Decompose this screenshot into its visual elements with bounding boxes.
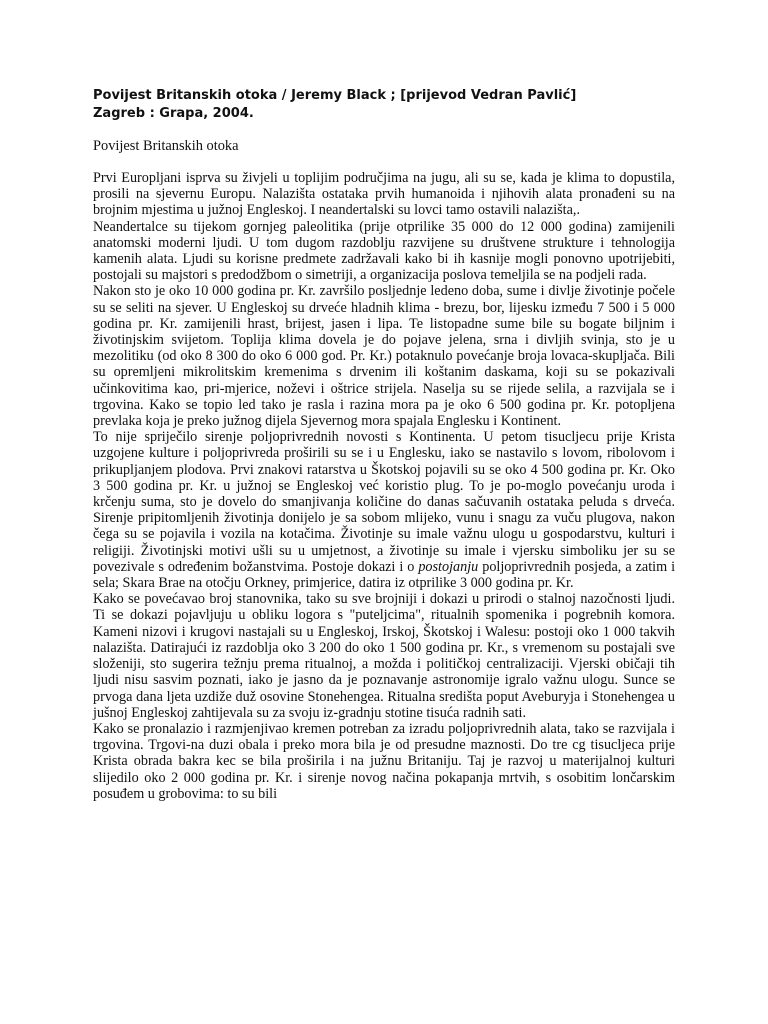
body-text [93,170,675,802]
paragraph-1: Prvi Europljani isprva su živjeli u toplijim područjima na jugu, ali su se, kada je klima to dopustila, prosili na sjevernu Europu. Nalazišta ostataka prvih humanoida i njihovih alata pronađeni su na brojnim mjestima u južnoj Engleskoj. I neandertalski su lovci tamo ostavili nalazišta,. [93,170,675,219]
paragraph-6: Kako se pronalazio i razmjenjivao kremen potreban za izradu poljoprivrednih alata, tako se razvijala i trgovina. Trgovi-na duzi obala i preko mora bila je od presudne maznosti. Do tre cg tisucljeca prije Krista obrada bakra kec se bila proširila i na južnu Britaniju. Taj je razvoj u materijalnoj kulturi slijedilo oko 2 000 godina pr. Kr. i sirenje novog načina pokapanja mrtvih, s osobitim lončarskim posuđem u grobovima: to su bili [93,720,675,802]
document-page [93,87,675,802]
citation-line-1: Povijest Britanskih otoka / Jeremy Black ; [prijevod Vedran Pavlić] [93,88,577,103]
paragraph-4-part-1: To nije spriječilo sirenje poljoprivrednih novosti s Kontinenta. U petom tisucljecu prije Krista uzgojene kulture i poljoprivreda proširili su se i u Englesku, iako se nastavilo s lovom, ribolovom i prikupljanjem plodova. Prvi znakovi ratarstva u Škotskoj pojavili su se oko 4 500 godina pr. Kr. Oko 3 500 godina pr. Kr. u južnoj se Engleskoj već koristio plug. To je po-moglo povećanju uroda i krčenju suma, sto je dovelo do smanjivanja količine do danas sačuvanih ostataka peluda s drveća. Sirenje pripitomljenih životinja donijelo je sa sobom mlijeko, vunu i snagu za vuču plugova, nakon čega su se pojavila i vozila na kotačima. Životinje su imale važnu ulogu u gospodarstvu, kulturi i religiji. Životinjski motivi ušli su u umjetnost, a životinje su imale i vjersku simboliku jer su se povezivale s određenim božanstvima. Postoje dokazi i o [93,429,675,575]
paragraph-4 [93,429,675,591]
citation-line-2: Zagreb : Grapa, 2004. [93,106,254,121]
paragraph-3: Nakon sto je oko 10 000 godina pr. Kr. završilo posljednje ledeno doba, sume i divlje životinje počele su se seliti na sjever. U Engleskoj su drveće hladnih klima - brezu, bor, lijesku između 7 500 i 5 000 godina pr. Kr. zamijenili hrast, brijest, jasen i lipa. Te listopadne sume bile su bogate biljnim i životinjskim svijetom. Toplija klima dovela je do pojave jelena, srna i divljih svinja, sto je u mezolitiku (od oko 8 300 do oko 6 000 god. Pr. Kr.) potaknulo povećanje broja lovaca-skupljača. Bili su opremljeni mikrolitskim kremenima s drvenim ili koštanim daskama, koji su se pokazivali učinkovitima kao, pri-mjerice, noževi i oštrice strijela. Naselja su se rijede selila, a razvijala se i trgovina. Kako se topio led tako je rasla i razina mora pa je oko 6 500 godina pr. Kr. potopljena prevlaka koja je preko južnog dijela Sjevernog mora spajala Englesku i Kontinent. [93,283,675,430]
paragraph-4-italic-word: postojanju [418,558,479,575]
paragraph-5: Kako se povećavao broj stanovnika, tako su sve brojniji i dokazi u prirodi o stalnoj nazočnosti ljudi. Ti se dokazi pojavljuju u obliku logora s "puteljcima", ritualnih spomenika i pogrebnih komora. Kameni nizovi i krugovi nastajali su u Engleskoj, Irskoj, Škotskoj i Walesu: postoji oko 1 000 takvih nalazišta. Datirajući iz razdoblja oko 3 200 do oko 1 500 godina pr. Kr., s vremenom su postajali sve složeniji, sto sugerira težnju prema ritualnoj, a možda i političkoj centralizaciji. Vjerski običaji tih ljudi nisu sasvim poznati, iako je jasno da je poznavanje astronomije igralo važnu ulogu. Sunce se prvoga dana ljeta uzdiže duž osovine Stonehengea. Ritualna središta poput Aveburyja i Stonehengea u jušnoj Engleskoj zahtijevala su za svoju iz-gradnju stotine tisuća radnih sati. [93,591,675,721]
document-title: Povijest Britanskih otoka [93,138,239,154]
paragraph-4-part-2: poljoprivrednih posjeda, a zatim i sela; Skara Brae na otočju Orkney, primjerice, datira iz otprilike 3 000 godina pr. Kr. [93,558,676,592]
paragraph-2: Neandertalce su tijekom gornjeg paleolitika (prije otprilike 35 000 do 12 000 godina) zamijenili anatomski moderni ljudi. U tom dugom razdoblju razvijene su društvene strukture i tehnologija kamenih alata. Ljudi su korisne predmete zadržavali kako bi ih kasnije mogli ponovno upotrijebiti, postojali su majstori s predodžbom o simetriji, a organizacija poslova temeljila se na podjeli rada. [93,218,675,284]
